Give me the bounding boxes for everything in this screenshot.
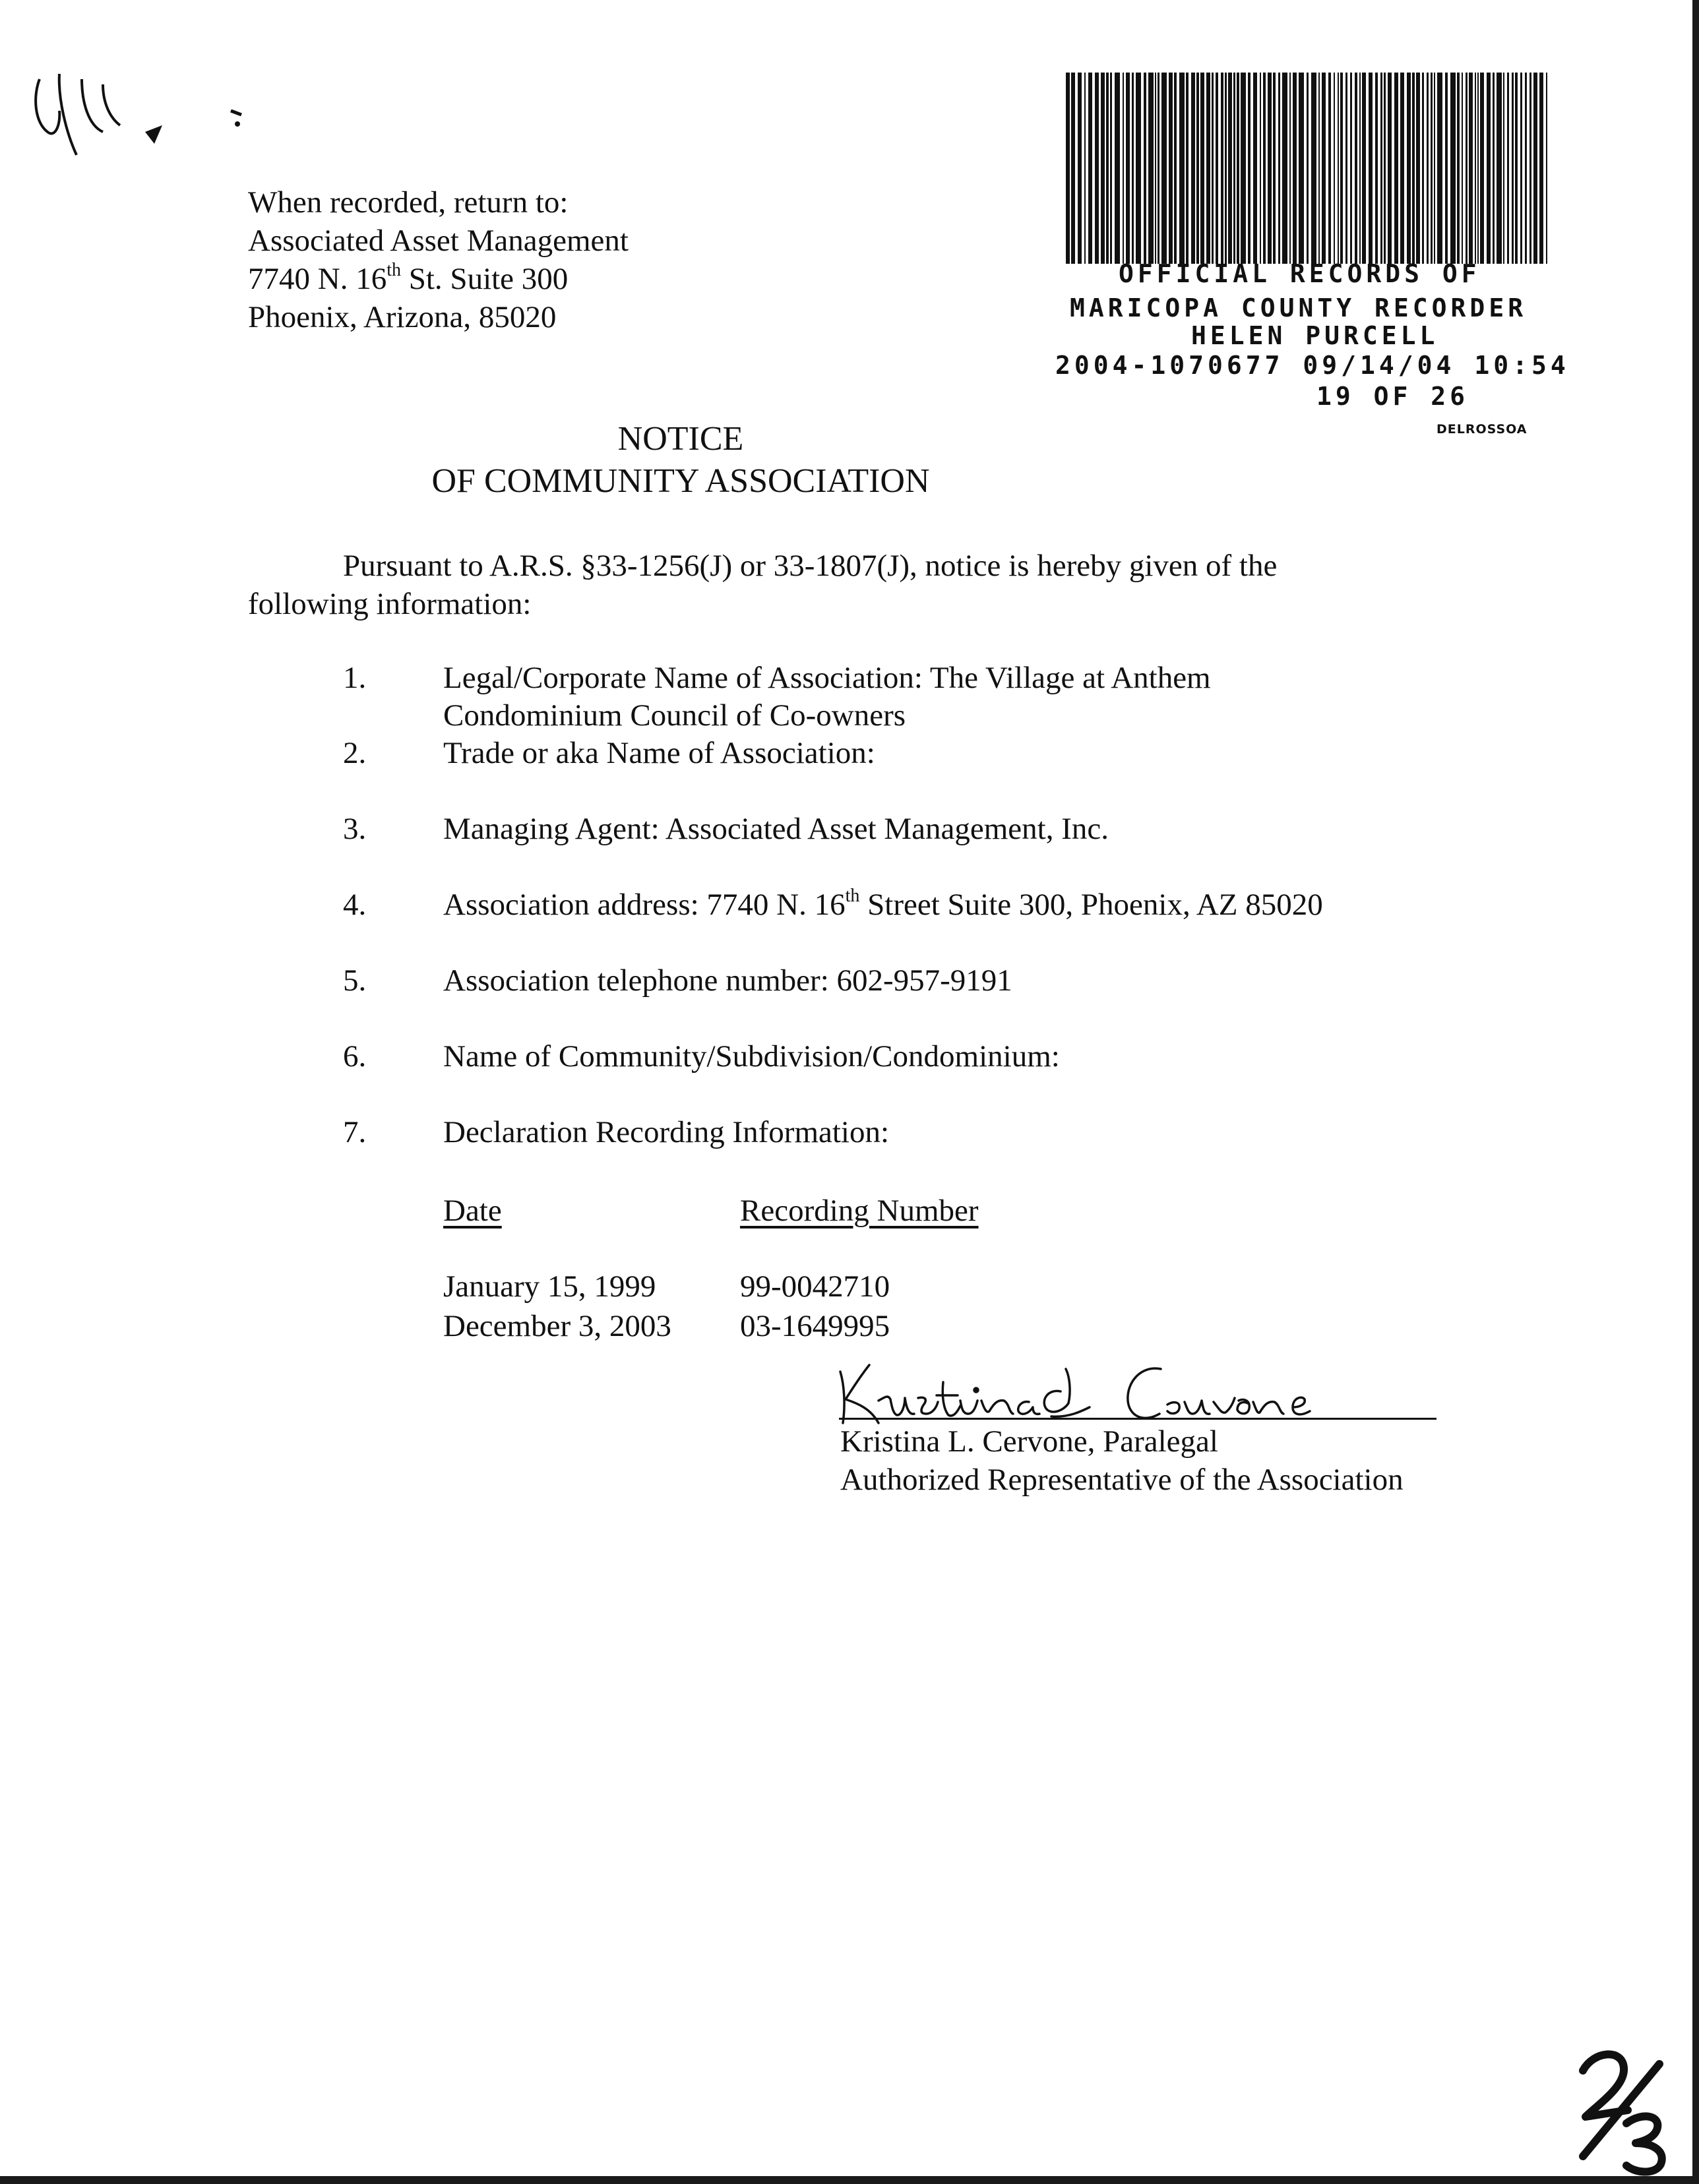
barcode-bar <box>1148 73 1154 264</box>
item-1-number: 1. <box>343 661 367 695</box>
barcode-bar <box>1412 73 1415 264</box>
barcode-bar <box>1095 73 1099 264</box>
return-street-rest: St. Suite 300 <box>400 262 569 296</box>
item-2-text: Trade or aka Name of Association: <box>443 736 875 770</box>
item-7-text: Declaration Recording Information: <box>443 1115 890 1149</box>
barcode-bar <box>1196 73 1199 264</box>
barcode-bar <box>1427 73 1429 264</box>
barcode-bar <box>1515 73 1518 264</box>
recording-clerk: DELROSSOA <box>1436 422 1528 437</box>
recording-number-column-header: Recording Number <box>740 1194 979 1228</box>
barcode-bar <box>1388 73 1392 264</box>
barcode-bar <box>1282 73 1287 264</box>
barcode-image <box>1066 73 1549 264</box>
barcode-bar <box>1228 73 1232 264</box>
return-street-number: 7740 N. 16 <box>248 262 387 296</box>
barcode-bar <box>1529 73 1531 264</box>
signature-line <box>839 1418 1436 1420</box>
barcode-bar <box>1273 73 1276 264</box>
barcode-bar <box>1539 73 1543 264</box>
item-4-text <box>443 886 1323 924</box>
barcode-bar <box>1221 73 1223 264</box>
barcode-bar <box>1512 73 1514 264</box>
signer-role: Authorized Representative of the Association <box>840 1463 1404 1497</box>
scan-edge-right <box>1692 0 1699 2184</box>
handwritten-corner-mark <box>13 33 251 165</box>
table-row-date: January 15, 1999 <box>443 1269 656 1304</box>
barcode-bar <box>1101 73 1105 264</box>
barcode-bar <box>1078 73 1082 264</box>
return-city: Phoenix, Arizona, 85020 <box>248 300 557 334</box>
barcode-bar <box>1487 73 1491 264</box>
table-row-date: December 3, 2003 <box>443 1309 671 1343</box>
barcode-bar <box>1431 73 1433 264</box>
barcode-bar <box>1350 73 1352 264</box>
barcode-bar <box>1334 73 1335 264</box>
barcode-bar <box>1525 73 1527 264</box>
barcode-bar <box>1493 73 1495 264</box>
barcode-bar <box>1253 73 1257 264</box>
handwritten-page-mark <box>1563 2024 1682 2176</box>
barcode-bar <box>1161 73 1167 264</box>
barcode-bar <box>1260 73 1261 264</box>
barcode-bar <box>1394 73 1398 264</box>
barcode-bar <box>1345 73 1347 264</box>
barcode-bar <box>1400 73 1404 264</box>
barcode-bar <box>1407 73 1411 264</box>
recorder-name: HELEN PURCELL <box>1191 321 1439 350</box>
document-title-line2: OF COMMUNITY ASSOCIATION <box>431 462 930 500</box>
barcode-bar <box>1289 73 1291 264</box>
barcode-bar <box>1416 73 1420 264</box>
barcode-bar <box>1340 73 1343 264</box>
barcode-bar <box>1384 73 1386 264</box>
scan-edge-bottom <box>0 2176 1699 2184</box>
return-company: Associated Asset Management <box>248 224 629 258</box>
barcode-bar <box>1126 73 1130 264</box>
barcode-bar <box>1263 73 1266 264</box>
recording-office-line2: MARICOPA COUNTY RECORDER <box>1070 293 1528 322</box>
barcode-bar <box>1533 73 1537 264</box>
return-street-suffix: th <box>386 260 401 280</box>
return-to-label: When recorded, return to: <box>248 185 569 220</box>
barcode-bar <box>1437 73 1442 264</box>
intro-line2: following information: <box>248 587 532 621</box>
item-6-number: 6. <box>343 1039 367 1074</box>
barcode-bar <box>1233 73 1235 264</box>
barcode-bar <box>1186 73 1189 264</box>
handwritten-signature <box>831 1345 1444 1430</box>
barcode-bar <box>1450 73 1456 264</box>
barcode-bar <box>1248 73 1251 264</box>
item-3-text: Managing Agent: Associated Asset Management, Inc. <box>443 812 1109 846</box>
item-4-number: 4. <box>343 888 367 922</box>
barcode-bar <box>1268 73 1272 264</box>
barcode-bar <box>1106 73 1109 264</box>
item-6-text: Name of Community/Subdivision/Condominium: <box>443 1039 1060 1074</box>
barcode-bar <box>1311 73 1316 264</box>
barcode-bar <box>1191 73 1195 264</box>
item-3-number: 3. <box>343 812 367 846</box>
barcode-bar <box>1546 73 1547 264</box>
barcode-bar <box>1520 73 1522 264</box>
barcode-bar <box>1422 73 1424 264</box>
item-4-text-start: Association address: 7740 N. 16 <box>443 888 846 922</box>
return-street <box>248 260 629 298</box>
item-1-line1: Legal/Corporate Name of Association: The Village at Anthem <box>443 661 1211 695</box>
barcode-bar <box>1328 73 1331 264</box>
barcode-bar <box>1380 73 1382 264</box>
barcode-bar <box>1507 73 1509 264</box>
barcode-bar <box>1206 73 1210 264</box>
barcode-bar <box>1123 73 1124 264</box>
barcode-bar <box>1299 73 1304 264</box>
item-2-number: 2. <box>343 736 367 770</box>
barcode-bar <box>1355 73 1357 264</box>
barcode-bar <box>1241 73 1246 264</box>
item-4-street-suffix: th <box>845 886 860 906</box>
barcode-bar <box>1110 73 1112 264</box>
barcode-bar <box>1158 73 1159 264</box>
barcode-bar <box>1497 73 1502 264</box>
recording-office-line1: OFFICIAL RECORDS OF <box>1119 259 1481 288</box>
barcode-bar <box>1278 73 1280 264</box>
document-title-line1: NOTICE <box>617 420 744 458</box>
intro-line1: Pursuant to A.R.S. §33-1256(J) or 33-1807(J), notice is hereby given of the <box>343 549 1278 583</box>
table-row-recording-number: 99-0042710 <box>740 1269 890 1304</box>
barcode-bar <box>1469 73 1473 264</box>
barcode-bar <box>1237 73 1239 264</box>
barcode-bar <box>1225 73 1227 264</box>
barcode-bar <box>1155 73 1156 264</box>
barcode-bar <box>1457 73 1460 264</box>
barcode-bar <box>1362 73 1366 264</box>
barcode-bar <box>1293 73 1297 264</box>
barcode-bar <box>1466 73 1467 264</box>
item-1-line2: Condominium Council of Co-owners <box>443 698 906 733</box>
barcode-bar <box>1445 73 1448 264</box>
barcode-bar <box>1174 73 1177 264</box>
barcode-bar <box>1480 73 1484 264</box>
barcode-bar <box>1434 73 1435 264</box>
barcode-bar <box>1136 73 1141 264</box>
barcode-bar <box>1169 73 1173 264</box>
barcode-bar <box>1338 73 1339 264</box>
item-5-number: 5. <box>343 963 367 998</box>
date-column-header: Date <box>443 1194 502 1228</box>
barcode-bar <box>1179 73 1185 264</box>
table-row-recording-number: 03-1649995 <box>740 1309 890 1343</box>
barcode-bar <box>1503 73 1504 264</box>
barcode-bar <box>1477 73 1479 264</box>
barcode-bar <box>1088 73 1092 264</box>
barcode-bar <box>1115 73 1120 264</box>
barcode-bar <box>1307 73 1309 264</box>
barcode-bar <box>1475 73 1476 264</box>
barcode-bar <box>1144 73 1146 264</box>
barcode-bar <box>1462 73 1463 264</box>
barcode-bar <box>1359 73 1361 264</box>
barcode-bar <box>1212 73 1214 264</box>
barcode-bar <box>1216 73 1218 264</box>
item-7-number: 7. <box>343 1115 367 1149</box>
barcode-bar <box>1132 73 1134 264</box>
barcode-bar <box>1369 73 1373 264</box>
signer-name-title: Kristina L. Cervone, Paralegal <box>840 1424 1218 1459</box>
item-4-text-end: Street Suite 300, Phoenix, AZ 85020 <box>859 888 1323 922</box>
barcode-bar <box>1066 73 1070 264</box>
item-5-text: Association telephone number: 602-957-9191 <box>443 963 1012 998</box>
barcode-bar <box>1084 73 1086 264</box>
recording-number-datetime: 2004-1070677 09/14/04 10:54 <box>1055 351 1570 380</box>
barcode-bar <box>1071 73 1075 264</box>
return-address-block <box>248 183 629 336</box>
barcode-bar <box>1200 73 1204 264</box>
recording-page-count: 19 OF 26 <box>1316 382 1469 411</box>
barcode-bar <box>1375 73 1378 264</box>
barcode-bar <box>1322 73 1326 264</box>
barcode-bar <box>1318 73 1320 264</box>
